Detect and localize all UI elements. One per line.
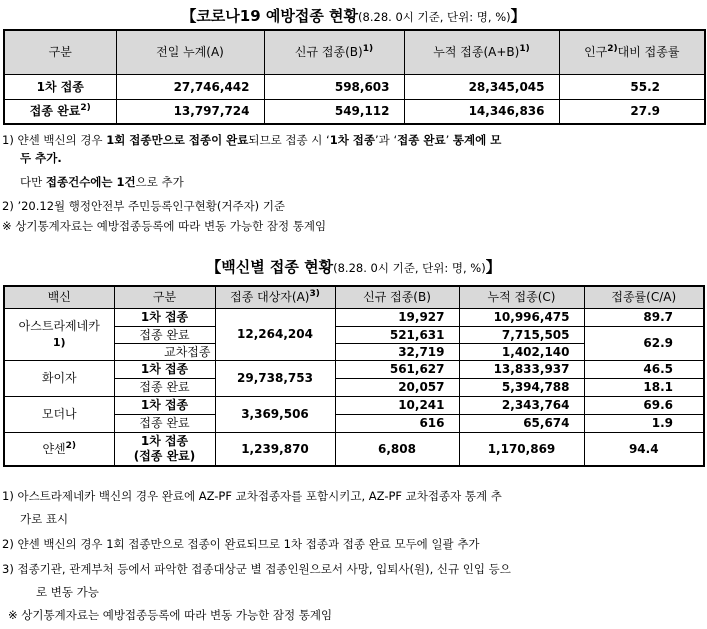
table2-title: 【백신별 접종 현황(8.28. 0시 기준, 단위: 명, %)】 — [206, 258, 501, 276]
moderna-full-label: 접종 완료 — [114, 414, 215, 432]
header-target: 접종 대상자$(A)^{3)}$ — [215, 286, 335, 308]
moderna-dose1-label: 1차 접종 — [114, 396, 215, 414]
az-target-value: 12,264,204 — [215, 308, 335, 360]
az-full-cum: 7,715,505 — [459, 326, 584, 343]
header-category: 구분 — [4, 30, 116, 74]
table-row — [4, 99, 705, 124]
table-row — [4, 74, 705, 99]
row-label: 1차 접종 — [4, 74, 116, 99]
az-full-new: 521,631 — [335, 326, 459, 343]
table1-note-3: ※ 상기통계자료는 예방접종등록에 따라 변동 가능한 잠정 통계임 — [2, 219, 327, 233]
janssen-new: 6,808 — [335, 432, 459, 466]
pfizer-full-rate: 18.1 — [584, 378, 704, 396]
az-cross-cum: 1,402,140 — [459, 343, 584, 360]
table2-note-3-cont: 로 변동 가능 — [36, 585, 99, 599]
table1-note-2: 2) ’20.12월 행정안전부 주민등록인구현황(거주자) 기준 — [2, 199, 286, 213]
row-label: 접종 완료$^{2)}$ — [4, 99, 116, 124]
pfizer-dose1-rate: 46.5 — [584, 360, 704, 378]
az-dose1-new: 19,927 — [335, 308, 459, 326]
pfizer-full-cum: 5,394,788 — [459, 378, 584, 396]
pfizer-dose1-cum: 13,833,937 — [459, 360, 584, 378]
moderna-target-value: 3,369,506 — [215, 396, 335, 432]
cumulative-value: 28,345,045 — [404, 74, 559, 99]
table1-note-1-cont: 두 추가. — [20, 151, 62, 165]
table-row — [4, 396, 704, 414]
moderna-full-rate: 1.9 — [584, 414, 704, 432]
vaccination-status-table — [3, 29, 706, 125]
vaccine-status-table — [3, 285, 705, 467]
table2-note-2: 2) 얀센 백신의 경우 1회 접종만으로 접종이 완료되므로 1차 접종과 접종 완료 모두에 일괄 추가 — [2, 537, 480, 551]
table2-note-1: 1) 아스트라제네카 백신의 경우 완료에 AZ-PF 교차접종자를 포함시키고, AZ-PF 교차접종자 통계 추 — [2, 489, 502, 503]
janssen-target-value: 1,239,870 — [215, 432, 335, 466]
pfizer-full-label: 접종 완료 — [114, 378, 215, 396]
header-new: 신규 접종(B) — [335, 286, 459, 308]
header-rate: 인구$^{2)}$대비 접종률 — [559, 30, 705, 74]
header-vaccine: 백신 — [4, 286, 114, 308]
az-dose1-rate: 89.7 — [584, 308, 704, 326]
pfizer-target-value: 29,738,753 — [215, 360, 335, 396]
header-cumulative: 누적 접종(C) — [459, 286, 584, 308]
header-cumulative: 누적 접종$(A+B)^{1)}$ — [404, 30, 559, 74]
header-rate: 접종률(C/A) — [584, 286, 704, 308]
prev-total-value: 13,797,724 — [116, 99, 264, 124]
pfizer-dose1-new: 561,627 — [335, 360, 459, 378]
header-prev-total: 전일 누계(A) — [116, 30, 264, 74]
vaccine-moderna: 모더나 — [4, 396, 114, 432]
janssen-label: 1차 접종 (접종 완료) — [114, 432, 215, 466]
moderna-full-new: 616 — [335, 414, 459, 432]
janssen-rate: 94.4 — [584, 432, 704, 466]
vaccine-astrazeneca: 아스트라제네카 1) — [4, 308, 114, 360]
header-new: 신규 접종$(B)^{1)}$ — [264, 30, 404, 74]
prev-total-value: 27,746,442 — [116, 74, 264, 99]
az-cross-new: 32,719 — [335, 343, 459, 360]
rate-value: 55.2 — [559, 74, 705, 99]
rate-value: 27.9 — [559, 99, 705, 124]
table-row — [4, 432, 704, 466]
vaccine-pfizer: 화이자 — [4, 360, 114, 396]
new-value: 549,112 — [264, 99, 404, 124]
pfizer-full-new: 20,057 — [335, 378, 459, 396]
moderna-dose1-new: 10,241 — [335, 396, 459, 414]
moderna-full-cum: 65,674 — [459, 414, 584, 432]
table2-note-4: ※ 상기통계자료는 예방접종등록에 따라 변동 가능한 잠정 통계임 — [8, 608, 333, 622]
moderna-dose1-cum: 2,343,764 — [459, 396, 584, 414]
az-cross-label: 교차접종 — [114, 343, 215, 360]
vaccine-janssen: 얀센$^{2)}$ — [4, 432, 114, 466]
cumulative-value: 14,346,836 — [404, 99, 559, 124]
az-dose1-label: 1차 접종 — [114, 308, 215, 326]
pfizer-dose1-label: 1차 접종 — [114, 360, 215, 378]
table1-title: 【코로나19 예방접종 현황(8.28. 0시 기준, 단위: 명, %)】 — [181, 7, 526, 25]
header-category: 구분 — [114, 286, 215, 308]
table2-note-1-cont: 가로 표시 — [20, 512, 69, 526]
az-full-label: 접종 완료 — [114, 326, 215, 343]
table-row — [4, 308, 704, 326]
az-dose1-cum: 10,996,475 — [459, 308, 584, 326]
table1-note-1: 1) 얀센 백신의 경우 1회 접종만으로 접종이 완료되므로 접종 시 ‘1차 접종’과 ‘접종 완료’ 통계에 모 — [2, 133, 502, 147]
moderna-dose1-rate: 69.6 — [584, 396, 704, 414]
table-row — [4, 360, 704, 378]
table1-note-1-extra: 다만 접종건수에는 1건으로 추가 — [20, 175, 184, 189]
table2-note-3: 3) 접종기관, 관계부처 등에서 파악한 접종대상군 별 접종인원으로서 사망, 입퇴사(원), 신규 인입 등으 — [2, 562, 511, 576]
az-full-rate: 62.9 — [584, 326, 704, 360]
janssen-cum: 1,170,869 — [459, 432, 584, 466]
new-value: 598,603 — [264, 74, 404, 99]
